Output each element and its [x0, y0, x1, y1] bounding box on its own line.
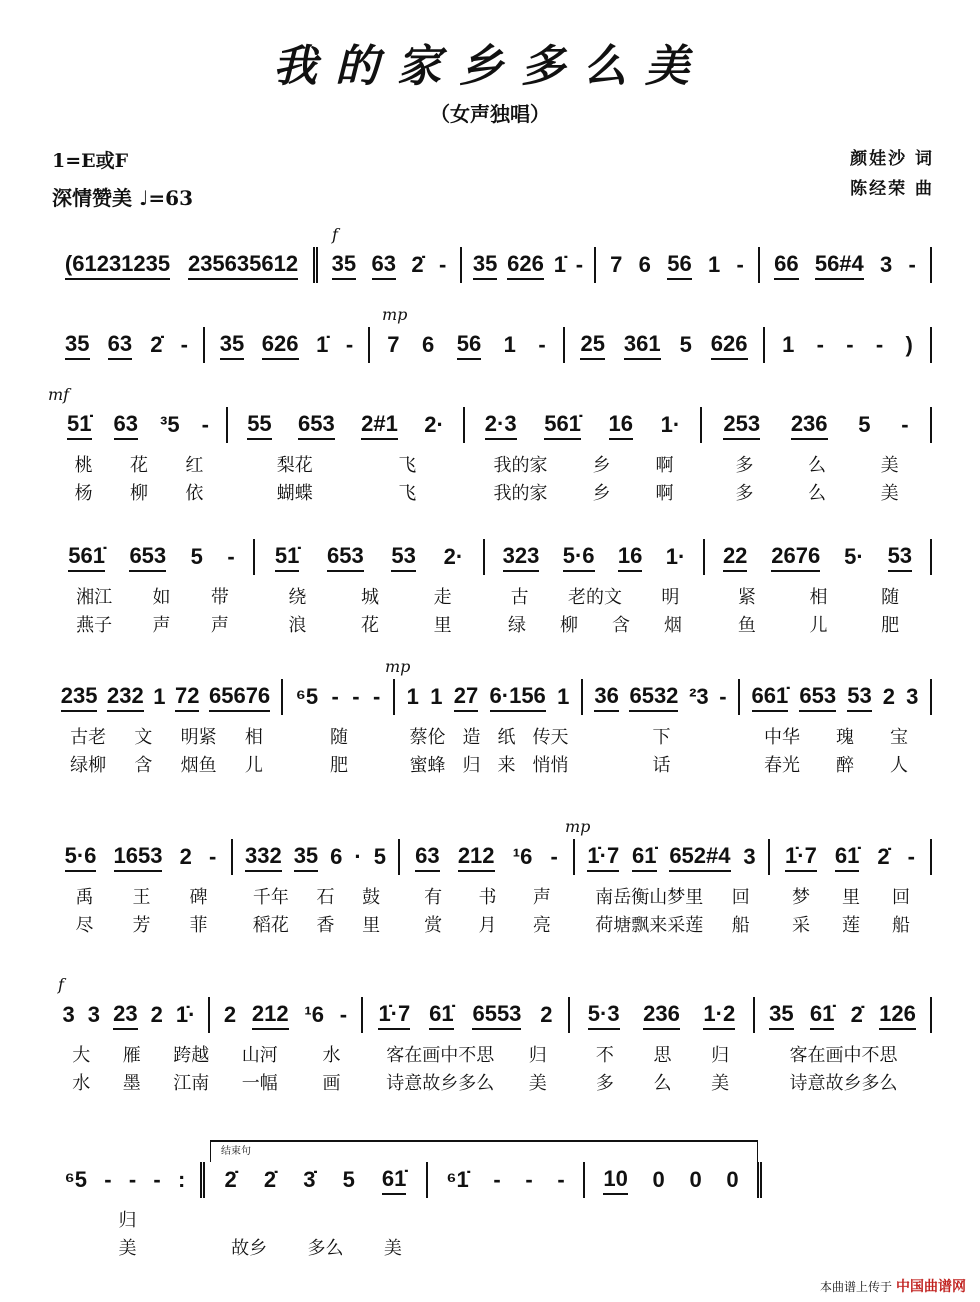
lyrics-line — [50, 751, 934, 777]
measure — [50, 407, 228, 443]
note-group: 5 — [190, 544, 203, 569]
lyrics-line — [50, 883, 934, 909]
note-group: 6532 — [629, 683, 678, 712]
note-group: 653 — [298, 411, 335, 440]
measure — [760, 247, 932, 283]
note-group: 36 — [594, 683, 618, 712]
note-group: 16 — [609, 411, 633, 440]
lyric-segment: 尽 芳 菲 — [75, 915, 208, 936]
note-group: 6·156 — [490, 683, 546, 712]
note-group: ²3 — [689, 684, 709, 709]
lyric-segment: 春光 醉 人 — [764, 755, 908, 776]
measure — [485, 539, 705, 575]
notes-row — [50, 327, 934, 363]
note-group: 61̇ — [810, 1001, 834, 1030]
lyric-segment: 千年 石 鼓 — [252, 887, 381, 908]
note-group: 2 — [540, 1002, 553, 1027]
note-group: 65676 — [209, 683, 270, 712]
note-group: 626 — [711, 331, 748, 360]
measure — [575, 839, 770, 875]
note-group: 1̇· — [175, 1002, 196, 1027]
lyric-segment: 古 老的文 明 — [510, 587, 680, 608]
note-group: 653 — [799, 683, 836, 712]
note-group: 3 — [87, 1002, 101, 1027]
note-group: 212 — [458, 843, 495, 872]
note-group: ⁶5 — [64, 1167, 87, 1192]
measure — [596, 247, 760, 283]
note-group: 5 — [858, 412, 871, 437]
lyric-segment: 不 思 归 — [595, 1045, 730, 1066]
note-group: 6 — [638, 252, 651, 277]
note-group: 35 — [65, 331, 89, 360]
note-group: 7 — [610, 252, 623, 277]
note-group: 361 — [624, 331, 661, 360]
measure — [400, 839, 575, 875]
note-group: 1̇ — [553, 252, 566, 277]
note-group: 1· — [660, 412, 681, 437]
song-subtitle: （女声独唱） — [430, 102, 550, 126]
lyric-segment: 南岳衡山梦里 回 — [595, 887, 750, 908]
note-group: - — [352, 684, 360, 709]
note-group: 1·2 — [703, 1001, 735, 1030]
notes-row — [50, 247, 934, 283]
note-group: 1· — [665, 544, 686, 569]
lyric-segment: 浪 花 里 — [288, 615, 452, 636]
note-group: - — [816, 332, 824, 357]
note-group: 2·3 — [485, 411, 517, 440]
note-group: 1653 — [114, 843, 163, 872]
lyric-segment: 我的家 乡 啊 — [493, 483, 674, 504]
note-group: 53 — [847, 683, 871, 712]
lyrics-line — [50, 479, 934, 505]
note-group: 3̇ — [303, 1167, 316, 1192]
lyric-segment: 随 — [330, 727, 348, 748]
measure — [755, 997, 932, 1033]
note-group: 1 — [406, 684, 419, 709]
measure — [702, 407, 932, 443]
lyric-segment: 多 么 美 — [735, 483, 899, 504]
note-group: 652#4 — [669, 843, 730, 872]
note-group: 1 — [707, 252, 721, 277]
note-group: 6 — [330, 844, 343, 869]
note-group: 5· — [844, 544, 864, 569]
lyric-segment: 梨花 飞 — [276, 455, 417, 476]
note-group: (61231235 — [65, 251, 170, 280]
note-group: 16 — [618, 543, 642, 572]
note-group: - — [209, 844, 217, 869]
note-group: 1̇·7 — [785, 843, 817, 872]
dynamic-marking: mp — [565, 817, 591, 836]
note-group: 35 — [473, 251, 497, 280]
note-group: 56 — [667, 251, 691, 280]
note-group: 3 — [906, 684, 919, 709]
lyric-segment: 中华 瑰 宝 — [764, 727, 908, 748]
lyric-segment — [585, 1234, 762, 1260]
dynamic-marking: f — [58, 975, 64, 994]
measure — [363, 997, 570, 1033]
note-group: 5 — [342, 1167, 355, 1192]
note-group: ¹6 — [304, 1002, 324, 1027]
note-group: 53 — [391, 543, 415, 572]
note-group: 1̇·7 — [378, 1001, 410, 1030]
note-group: 1 — [557, 684, 570, 709]
note-group: 2̇ — [411, 252, 424, 277]
dynamic-marking: mp — [385, 657, 411, 676]
measure — [50, 679, 283, 715]
note-group: - — [331, 684, 339, 709]
note-group: 236 — [643, 1001, 680, 1030]
composer-credit: 陈经荣 曲 — [850, 179, 934, 199]
note-group: 6553 — [472, 1001, 521, 1030]
note-group: 6 — [421, 332, 435, 357]
lyric-segment — [428, 1206, 585, 1232]
lyric-segment: 古老 文 明紧 相 — [70, 727, 263, 748]
note-group: - — [227, 544, 235, 569]
song-title: 我的家乡多么美 — [273, 41, 707, 92]
measure — [570, 997, 755, 1033]
note-group: 35 — [769, 1001, 793, 1030]
note-group: 5 — [679, 332, 692, 357]
note-group: : — [177, 1167, 186, 1192]
dynamic-marking: f — [332, 225, 338, 244]
lyric-segment: 多 么 美 — [595, 1073, 730, 1094]
lyric-segment: 多 么 美 — [735, 455, 899, 476]
note-group: - — [128, 1167, 137, 1192]
lyric-segment: 有 书 声 — [424, 887, 551, 908]
note-group: - — [846, 332, 854, 357]
note-group: 2#1 — [361, 411, 398, 440]
note-group: 55 — [247, 411, 271, 440]
note-group: 126 — [879, 1001, 916, 1030]
note-group: 2̇ — [224, 1167, 237, 1192]
note-group: 56 — [457, 331, 481, 360]
note-group: - — [104, 1167, 112, 1192]
note-group: 2̇ — [150, 332, 163, 357]
note-group: 5 — [373, 844, 386, 869]
note-group: - — [557, 1167, 565, 1192]
lyrics-line — [50, 451, 934, 477]
note-group: 561̇ — [544, 411, 581, 440]
note-group: 2̇ — [877, 844, 890, 869]
measure — [210, 997, 363, 1033]
measure — [770, 839, 932, 875]
tempo-marking: 深情赞美 ♩=63 — [52, 186, 193, 210]
note-group: 27 — [454, 683, 478, 712]
lyrics-line — [363, 1041, 934, 1067]
measure — [705, 539, 932, 575]
note-group: 332 — [245, 843, 282, 872]
lyric-segment: 归 — [118, 1210, 137, 1231]
note-group: - — [525, 1167, 533, 1192]
note-group: - — [736, 252, 744, 277]
lyricist-credit: 颜娃沙 词 — [850, 149, 934, 169]
notes-row — [50, 1162, 934, 1198]
measure — [255, 539, 485, 575]
lyric-segment: 故乡 多么 美 — [231, 1238, 402, 1259]
lyric-segment: 画 — [322, 1073, 341, 1094]
measure — [428, 1162, 585, 1198]
note-group: - — [372, 684, 381, 709]
note-group: 661̇ — [752, 683, 789, 712]
note-group: 61̇ — [632, 843, 656, 872]
lyric-segment: 诗意故乡多么 — [789, 1073, 898, 1094]
lyric-segment: 鱼 儿 肥 — [737, 615, 900, 636]
note-group: 23 — [113, 1001, 137, 1030]
note-group: 1 — [430, 684, 443, 709]
note-group: 63 — [415, 843, 439, 872]
note-group: 2̇ — [263, 1167, 277, 1192]
notes-row — [50, 407, 934, 443]
lyric-segment: 梦 里 回 — [792, 887, 910, 908]
note-group: 35 — [332, 251, 356, 280]
measure — [205, 1162, 428, 1198]
note-group: 235635612 — [188, 251, 298, 280]
note-group: 61̇ — [429, 1001, 453, 1030]
note-group: - — [339, 1002, 348, 1027]
note-group: 0 — [726, 1167, 739, 1192]
measure — [50, 839, 233, 875]
note-group: 212 — [252, 1001, 289, 1030]
note-group: - — [875, 332, 884, 357]
note-group: 35 — [220, 331, 244, 360]
note-group: 1 — [153, 684, 166, 709]
note-group: 2· — [424, 412, 444, 437]
note-group: 10 — [603, 1166, 627, 1195]
note-group: - — [438, 252, 447, 277]
notes-row — [50, 997, 934, 1033]
measure — [50, 327, 205, 363]
lyric-segment: 水 墨 江南 一幅 — [72, 1073, 278, 1094]
notes-row — [50, 839, 934, 875]
note-group: 2 — [179, 844, 192, 869]
note-group: - — [201, 412, 209, 437]
note-group: 232 — [107, 683, 144, 712]
note-group: 2· — [443, 544, 464, 569]
notes-row — [50, 539, 934, 575]
lyric-segment: 桃 花 红 — [74, 455, 204, 476]
lyric-segment: 绿 柳 含 烟 — [508, 615, 682, 636]
key-signature: 1=E或F — [52, 150, 129, 172]
note-group: 7 — [387, 332, 400, 357]
lyric-segment: 诗意故乡多么 美 — [386, 1073, 547, 1094]
lyric-segment: 客在画中不思 归 — [386, 1045, 547, 1066]
note-group: 61̇ — [382, 1166, 406, 1195]
note-group: 51̇ — [275, 543, 299, 572]
lyric-segment — [428, 1234, 585, 1260]
note-group: 626 — [262, 331, 299, 360]
lyrics-line — [50, 611, 934, 637]
note-group: 2 — [150, 1002, 163, 1027]
lyric-segment: 赏 月 亮 — [424, 915, 551, 936]
measure — [50, 1162, 205, 1198]
lyric-segment — [585, 1206, 762, 1232]
lyric-segment: 绕 城 走 — [288, 587, 452, 608]
lyrics-line — [50, 911, 934, 937]
lyric-segment: 蝴蝶 飞 — [276, 483, 417, 504]
note-group: 653 — [327, 543, 364, 572]
note-group: ⁶5 — [295, 684, 319, 709]
footer-text: 本曲谱上传于 — [819, 1279, 892, 1294]
lyric-segment: 稻花 香 里 — [252, 915, 381, 936]
note-group: 2 — [223, 1002, 237, 1027]
lyric-segment: 水 — [322, 1045, 341, 1066]
measure — [765, 327, 932, 363]
note-group: - — [345, 332, 354, 357]
lyrics-line — [363, 1069, 934, 1095]
measure — [740, 679, 932, 715]
ending-label: 结束句 — [221, 1146, 251, 1157]
note-group: - — [153, 1167, 161, 1192]
note-group: 2 — [882, 684, 896, 709]
lyric-segment: 大 雁 跨越 山河 — [72, 1045, 278, 1066]
note-group: - — [538, 332, 546, 357]
note-group: 1 — [782, 332, 795, 357]
note-group: 63 — [114, 411, 138, 440]
note-group: - — [901, 412, 909, 437]
note-group: 2̇ — [850, 1002, 863, 1027]
measure — [228, 407, 465, 443]
note-group: - — [575, 252, 584, 277]
measure — [370, 327, 565, 363]
footer — [820, 1276, 966, 1296]
lyric-segment: 荷塘飘来采莲 船 — [595, 915, 750, 936]
lyric-segment: 绿柳 含 烟鱼 儿 — [70, 755, 263, 776]
note-group: · — [354, 844, 362, 869]
note-group: ) — [905, 332, 913, 357]
lyric-segment — [205, 1206, 428, 1232]
lyrics-line — [50, 1206, 934, 1232]
note-group: 253 — [723, 411, 760, 440]
lyric-segment: 下 — [652, 727, 671, 748]
lyric-segment: 蜜蜂 归 来 悄悄 — [409, 755, 569, 776]
note-group: 61̇ — [835, 843, 859, 872]
lyric-segment: 美 — [118, 1238, 137, 1259]
note-group: - — [493, 1167, 501, 1192]
lyric-segment: 杨 柳 依 — [74, 483, 204, 504]
measure — [583, 679, 740, 715]
note-group: 626 — [507, 251, 544, 280]
note-group: 3 — [880, 252, 893, 277]
dynamic-marking: mp — [382, 305, 408, 324]
lyric-segment: 蔡伦 造 纸 传天 — [409, 727, 569, 748]
lyric-segment: 肥 — [330, 755, 348, 776]
note-group: - — [907, 844, 915, 869]
measure — [205, 327, 370, 363]
note-group: 653 — [129, 543, 166, 572]
measure — [50, 997, 210, 1033]
lyric-segment: 客在画中不思 — [789, 1045, 898, 1066]
lyric-segment: 燕子 声 声 — [76, 615, 229, 636]
note-group: 53 — [888, 543, 912, 572]
note-group: ³5 — [160, 412, 180, 437]
note-group: - — [550, 844, 558, 869]
note-group: ⁶1̇ — [446, 1167, 469, 1192]
note-group: 35 — [294, 843, 318, 872]
site-logo: 中国曲谱网 — [896, 1279, 966, 1295]
lyric-segment: 湘江 如 带 — [76, 587, 229, 608]
note-group: 63 — [372, 251, 396, 280]
note-group: 56#4 — [815, 251, 864, 280]
note-group: 561̇ — [68, 543, 105, 572]
notes-row — [50, 679, 934, 715]
measure — [283, 679, 395, 715]
lyrics-line — [50, 583, 934, 609]
note-group: 235 — [61, 683, 98, 712]
note-group: - — [908, 252, 916, 277]
note-group: 63 — [108, 331, 132, 360]
lyric-segment: 紧 相 随 — [737, 587, 900, 608]
note-group: 1̇ — [316, 332, 329, 357]
measure — [565, 327, 765, 363]
lyrics-line — [50, 723, 934, 749]
lyric-segment: 话 — [652, 755, 671, 776]
note-group: 22 — [723, 543, 747, 572]
dynamic-marking: mf — [48, 385, 70, 404]
measure — [50, 247, 318, 283]
ending-bracket — [210, 1140, 758, 1162]
note-group: 0 — [689, 1167, 702, 1192]
note-group: - — [719, 684, 727, 709]
note-group: 3 — [743, 844, 756, 869]
note-group: 5·3 — [588, 1001, 620, 1030]
note-group: 66 — [774, 251, 798, 280]
note-group: 3 — [62, 1002, 75, 1027]
lyric-segment: 采 莲 船 — [792, 915, 910, 936]
lyric-segment: 禹 王 碑 — [75, 887, 208, 908]
note-group: 323 — [503, 543, 540, 572]
note-group: ¹6 — [512, 844, 533, 869]
measure — [585, 1162, 762, 1198]
note-group: 72 — [175, 683, 199, 712]
note-group: 1̇·7 — [587, 843, 619, 872]
note-group: 1 — [503, 332, 516, 357]
lyric-segment: 我的家 乡 啊 — [493, 455, 674, 476]
measure — [318, 247, 462, 283]
note-group: 2676 — [771, 543, 820, 572]
note-group: 51̇ — [67, 411, 91, 440]
lyrics-line — [50, 1234, 934, 1260]
note-group: 25 — [580, 331, 604, 360]
note-group: 0 — [652, 1167, 665, 1192]
note-group: 236 — [791, 411, 828, 440]
note-group: 5·6 — [563, 543, 595, 572]
measure — [233, 839, 400, 875]
note-group: - — [180, 332, 188, 357]
measure — [465, 407, 702, 443]
measure — [395, 679, 583, 715]
measure — [462, 247, 596, 283]
note-group: 5·6 — [65, 843, 97, 872]
measure — [50, 539, 255, 575]
